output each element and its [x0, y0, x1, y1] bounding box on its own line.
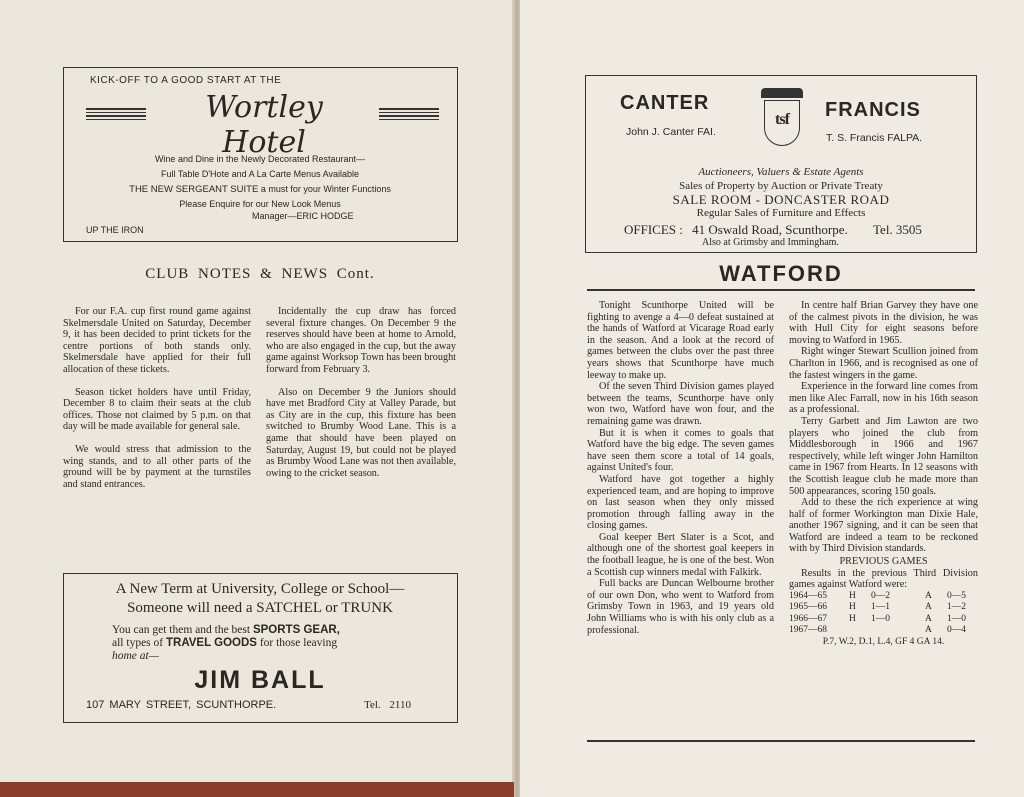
paragraph: We would stress that admission to the wing stands, and to all other parts of the ground will be by payment at the turnstiles and stand entrances.: [63, 443, 251, 490]
jim-ball-address: 107 MARY STREET, SCUNTHORPE.: [86, 699, 277, 711]
sports-gear-text: You can get them and the best: [112, 624, 251, 636]
previous-games-table: [789, 591, 978, 637]
home-away: [849, 625, 871, 637]
ad-line-enquire: Please Enquire for our New Look Menus: [179, 199, 341, 209]
score: 0—4: [947, 625, 966, 636]
paragraph: Goal keeper Bert Slater is a Scot, and although one of the shortest goal keepers in the football league, he is one of the best. Won a Scottish cup winners medal with Falkirk.: [587, 531, 774, 578]
result-row: [789, 602, 978, 614]
previous-games-heading: PREVIOUS GAMES: [839, 556, 928, 568]
previous-games-intro: Results in the previous Third Division games against Watford were:: [789, 567, 978, 591]
paragraph: Watford have got together a highly experienced team, and are hoping to improve on last season when they only missed promotion through falling away in the closing games.: [587, 473, 774, 532]
paragraph: In centre half Brian Garvey they have one of the calmest pivots in the division, he was with Hull City for eight seasons before moving to Watford in 1965.: [789, 300, 978, 346]
score: 1—1: [871, 602, 890, 613]
home-away: A: [925, 602, 932, 613]
auctioneers-line: Auctioneers, Valuers & Estate Agents: [698, 166, 864, 178]
travel-goods-line: [112, 637, 432, 650]
canter-name: CANTER: [620, 92, 710, 114]
kickoff-line: KICK-OFF TO A GOOD START AT THE: [90, 75, 282, 86]
ad-line-suite: [64, 182, 456, 197]
result-row: [789, 625, 978, 637]
club-notes-col2: [266, 306, 456, 490]
watford-col2: [789, 300, 978, 648]
crest-shield: [764, 100, 800, 146]
season: 1966—67: [789, 613, 827, 624]
score: [871, 625, 925, 637]
score: 1—0: [871, 613, 890, 624]
home-away: H: [849, 602, 856, 613]
previous-games-summary: P.7, W.2, D.1, L.4, GF 4 GA 14.: [822, 636, 945, 647]
wortley-hotel-ad: [63, 67, 458, 242]
offices-line: [624, 222, 922, 238]
paragraph: Full backs are Duncan Welbourne brother of our own Don, who went to Watford from Grimsby Town in 1963, and 19 years old John Williams who is with his only club as a professional.: [587, 578, 774, 636]
paragraph: Experience in the forward line comes from men like Alec Farrall, now in his 16th season as a professional.: [789, 381, 978, 416]
offices-address: 41 Oswald Road, Scunthorpe.: [692, 222, 848, 237]
ad-line-restaurant: Wine and Dine in the Newly Decorated Restaurant—: [154, 154, 366, 164]
ad-line-menus: Full Table D'Hote and A La Carte Menus Available: [160, 169, 359, 179]
cover-edge: [0, 782, 514, 797]
score: 1—0: [947, 613, 966, 624]
firm-crest: [761, 88, 803, 150]
furniture-line: Regular Sales of Furniture and Effects: [696, 206, 866, 219]
crest-monogram: tsf: [775, 111, 789, 128]
paragraph: Right winger Stewart Scullion joined from Charlton in 1966, and is recognised as one of the fastest wingers in the game.: [789, 346, 978, 381]
score: 0—2: [871, 590, 890, 601]
jim-ball-name: JIM BALL: [194, 666, 326, 694]
paragraph: Add to these the rich experience at wing half of former Workington man Dixie Hale, another 1967 signing, and it can be seen that Watford are indeed a team to be reckoned with by Third Division standards.: [789, 497, 978, 555]
manager: Manager—ERIC HODGE: [252, 211, 354, 221]
home-away: A: [925, 613, 932, 624]
paragraph: Incidentally the cup draw has forced several fixture changes. On December 9 the reserves should have been at home to Arnold, who are also engaged in the cup, but the away game against Worksop Town has been brought forward from February 3.: [266, 306, 456, 375]
canter-francis-ad: [585, 75, 977, 253]
right-rule-lines: [379, 106, 439, 122]
francis-name: FRANCIS: [825, 99, 921, 121]
offices-label: OFFICES :: [624, 222, 683, 237]
paragraph: Terry Garbett and Jim Lawton are two players who joined the club from Middlesborough in 1966 and 1967 respectively, while left winger John Hamilton came in 1967 from Hearts. In 12 seasons with the Scottish league club he made more than 500 appearances, scoring 150 goals.: [789, 415, 978, 497]
home-away: A: [925, 625, 932, 636]
result-row: [789, 614, 978, 626]
sports-gear-line: [112, 624, 432, 637]
canter-person: John J. Canter FAI.: [626, 126, 716, 138]
paragraph: Tonight Scunthorpe United will be fighting to avenge a 4—0 defeat sustained at the hands of Watford at Vicarage Road early in the season. And a look at the record of games between the clubs over the past three years shows that Scunthorpe have much leeway to make up.: [587, 300, 774, 381]
home-away: A: [925, 590, 932, 601]
new-term-line: A New Term at University, College or School—: [115, 581, 405, 597]
club-notes-heading: CLUB NOTES & NEWS Cont.: [145, 266, 375, 282]
travel-goods-prefix: all types of: [112, 637, 164, 649]
travel-goods: TRAVEL GOODS: [165, 637, 257, 649]
sports-gear: SPORTS GEAR,: [252, 624, 340, 636]
satchel-line: Someone will need a SATCHEL or TRUNK: [127, 600, 393, 616]
francis-person: T. S. Francis FALPA.: [826, 132, 923, 144]
watford-col1: [587, 300, 774, 636]
result-row: [789, 591, 978, 603]
travel-goods-suffix: for those leaving: [259, 637, 338, 649]
suite-rest: a must for your Winter Functions: [260, 184, 391, 194]
heading-rule: [587, 289, 975, 291]
sales-line: Sales of Property by Auction or Private Treaty: [679, 179, 883, 192]
jim-ball-ad: [63, 573, 458, 723]
sergeant-suite: THE NEW SERGEANT SUITE: [129, 184, 259, 195]
paragraph: But it is when it comes to goals that Watford have the big edge. The seven games have seen them score a total of 14 goals, against United's four.: [587, 427, 774, 474]
bottom-rule: [587, 740, 975, 742]
season: 1965—66: [789, 602, 827, 613]
score: 0—5: [947, 590, 966, 601]
up-the-iron: UP THE IRON: [86, 225, 144, 235]
score: 1—2: [947, 602, 966, 613]
club-notes-col1: [63, 306, 251, 501]
offices-tel: Tel. 3505: [873, 222, 922, 237]
hotel-name: Wortley Hotel: [205, 90, 323, 160]
also-at: Also at Grimsby and Immingham.: [702, 237, 839, 248]
paragraph: Also on December 9 the Juniors should have met Bradford City at Valley Parade, but as City are in the cup, this fixture has been switched to Brumby Wood Lane. This is a game that should have been played on Saturday, August 19, but could not be played as Brumby Wood Lane was not then available, owing to the cricket season.: [266, 386, 456, 479]
season: 1967—68: [789, 625, 827, 636]
season: 1964—65: [789, 590, 827, 601]
paragraph: Of the seven Third Division games played between the teams, Scunthorpe have only won two, Watford have won four, and the remaining game was drawn.: [587, 381, 774, 427]
crest-helm: [761, 88, 803, 98]
left-rule-lines: [86, 106, 146, 122]
sale-room-line: SALE ROOM - DONCASTER ROAD: [672, 192, 890, 207]
home-at: home at—: [112, 650, 159, 662]
watford-heading: WATFORD: [719, 261, 843, 286]
paragraph: Season ticket holders have until Friday, December 8 to claim their seats at the club offices. Those not claimed by 5 p.m. on that day will be made available for general sale.: [63, 386, 251, 433]
jim-ball-tel: Tel. 2110: [364, 699, 411, 711]
paragraph: For our F.A. cup first round game against Skelmersdale United on Saturday, December 9, it has been decided to print tickets for the centre portions of both stands only. Skelmersdale have applied for their full allocation of these tickets.: [63, 306, 251, 375]
home-away: H: [849, 590, 856, 601]
home-away: H: [849, 613, 856, 624]
